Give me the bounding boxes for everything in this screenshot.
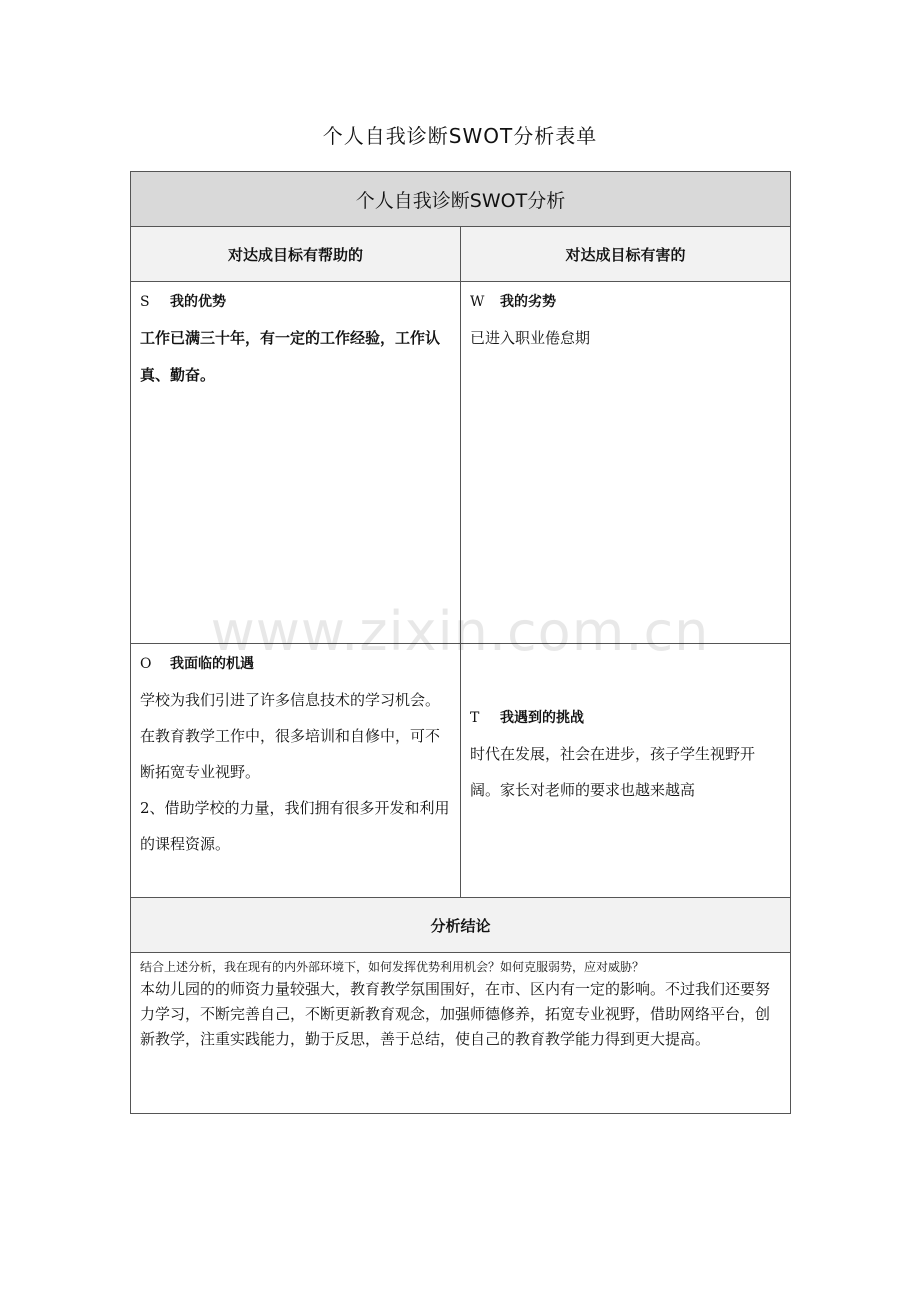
threats-cell <box>461 644 791 898</box>
weaknesses-cell <box>461 282 791 644</box>
threats-letter: T <box>470 710 480 726</box>
weaknesses-heading <box>470 292 782 312</box>
swot-table <box>130 171 791 1114</box>
conclusion-text: 本幼儿园的的师资力量较强大，教育教学氛围围好，在市、区内有一定的影响。不过我们还要努力学习，不断完善自己，不断更新教育观念，加强师德修养，拓宽专业视野，借助网络平台，创新教学，注重实践能力，勤于反思，善于总结，使自己的教育教学能力得到更大提高。 <box>140 980 771 1048</box>
harmful-column-header: 对达成目标有害的 <box>461 227 791 282</box>
strengths-heading <box>140 292 452 312</box>
threats-text: 时代在发展，社会在进步，孩子学生视野开阔。家长对老师的要求也越来越高 <box>470 745 756 799</box>
weaknesses-letter: W <box>470 294 485 310</box>
watermark: www.zixin.com.cn <box>210 600 710 663</box>
opportunities-heading <box>140 654 452 674</box>
opportunities-text-1: 学校为我们引进了许多信息技术的学习机会。在教育教学工作中，很多培训和自修中，可不断拓宽专业视野。 <box>140 691 441 781</box>
strengths-text: 工作已满三十年，有一定的工作经验，工作认真、勤奋。 <box>140 329 441 384</box>
strengths-title: 我的优势 <box>170 294 226 310</box>
opportunities-title: 我面临的机遇 <box>170 656 254 672</box>
page-title: 个人自我诊断SWOT分析表单 <box>322 124 598 148</box>
strengths-letter: S <box>140 294 150 310</box>
weaknesses-text: 已进入职业倦怠期 <box>470 329 591 347</box>
swot-main-header: 个人自我诊断SWOT分析 <box>131 172 791 227</box>
conclusion-cell <box>131 953 791 1114</box>
conclusion-question: 结合上述分析，我在现有的内外部环境下，如何发挥优势利用机会？如何克服弱势，应对威胁？ <box>140 960 645 974</box>
threats-heading <box>470 708 782 728</box>
strengths-cell <box>131 282 461 644</box>
weaknesses-title: 我的劣势 <box>500 294 556 310</box>
opportunities-cell <box>131 644 461 898</box>
threats-title: 我遇到的挑战 <box>500 710 584 726</box>
opportunities-letter: O <box>140 656 152 672</box>
conclusion-header: 分析结论 <box>131 898 791 953</box>
opportunities-text-2: 2、借助学校的力量，我们拥有很多开发和利用的课程资源。 <box>140 799 450 853</box>
helpful-column-header: 对达成目标有帮助的 <box>131 227 461 282</box>
